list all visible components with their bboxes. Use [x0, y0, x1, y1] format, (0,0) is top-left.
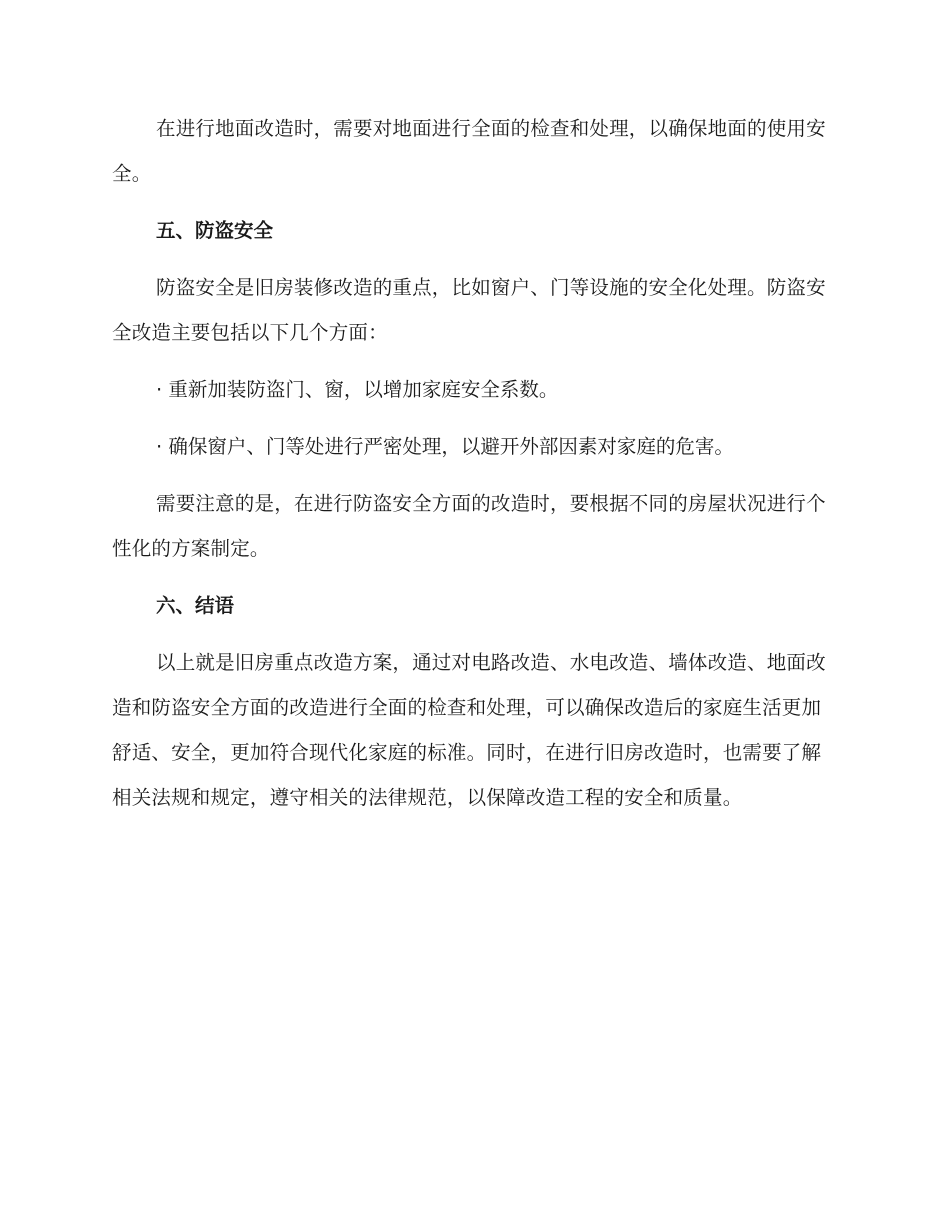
bullet-item-sealing: · 确保窗户、门等处进行严密处理，以避开外部因素对家庭的危害。 [156, 435, 734, 458]
document-body [112, 106, 832, 820]
paragraph-conclusion: 以上就是旧房重点改造方案，通过对电路改造、水电改造、墙体改造、地面改造和防盗安全方面的改造进行全面的检查和处理，可以确保改造后的家庭生活更加舒适、安全，更加符合现代化家庭的标准。同时，在进行旧房改造时，也需要了解相关法规和规定，遵守相关的法律规范，以保障改造工程的安全和质量。 [112, 651, 826, 809]
section-heading-anti-theft: 五、防盗安全 [156, 219, 274, 242]
bullet-item-doors-windows: · 重新加装防盗门、窗，以增加家庭安全系数。 [156, 378, 559, 401]
paragraph-anti-theft-note: 需要注意的是，在进行防盗安全方面的改造时，要根据不同的房屋状况进行个性化的方案制定。 [112, 492, 826, 560]
paragraph-floor-renovation: 在进行地面改造时，需要对地面进行全面的检查和处理，以确保地面的使用安全。 [112, 117, 826, 185]
paragraph-anti-theft-intro: 防盗安全是旧房装修改造的重点，比如窗户、门等设施的安全化处理。防盗安全改造主要包括以下几个方面： [112, 276, 826, 344]
section-heading-conclusion: 六、结语 [156, 594, 235, 617]
